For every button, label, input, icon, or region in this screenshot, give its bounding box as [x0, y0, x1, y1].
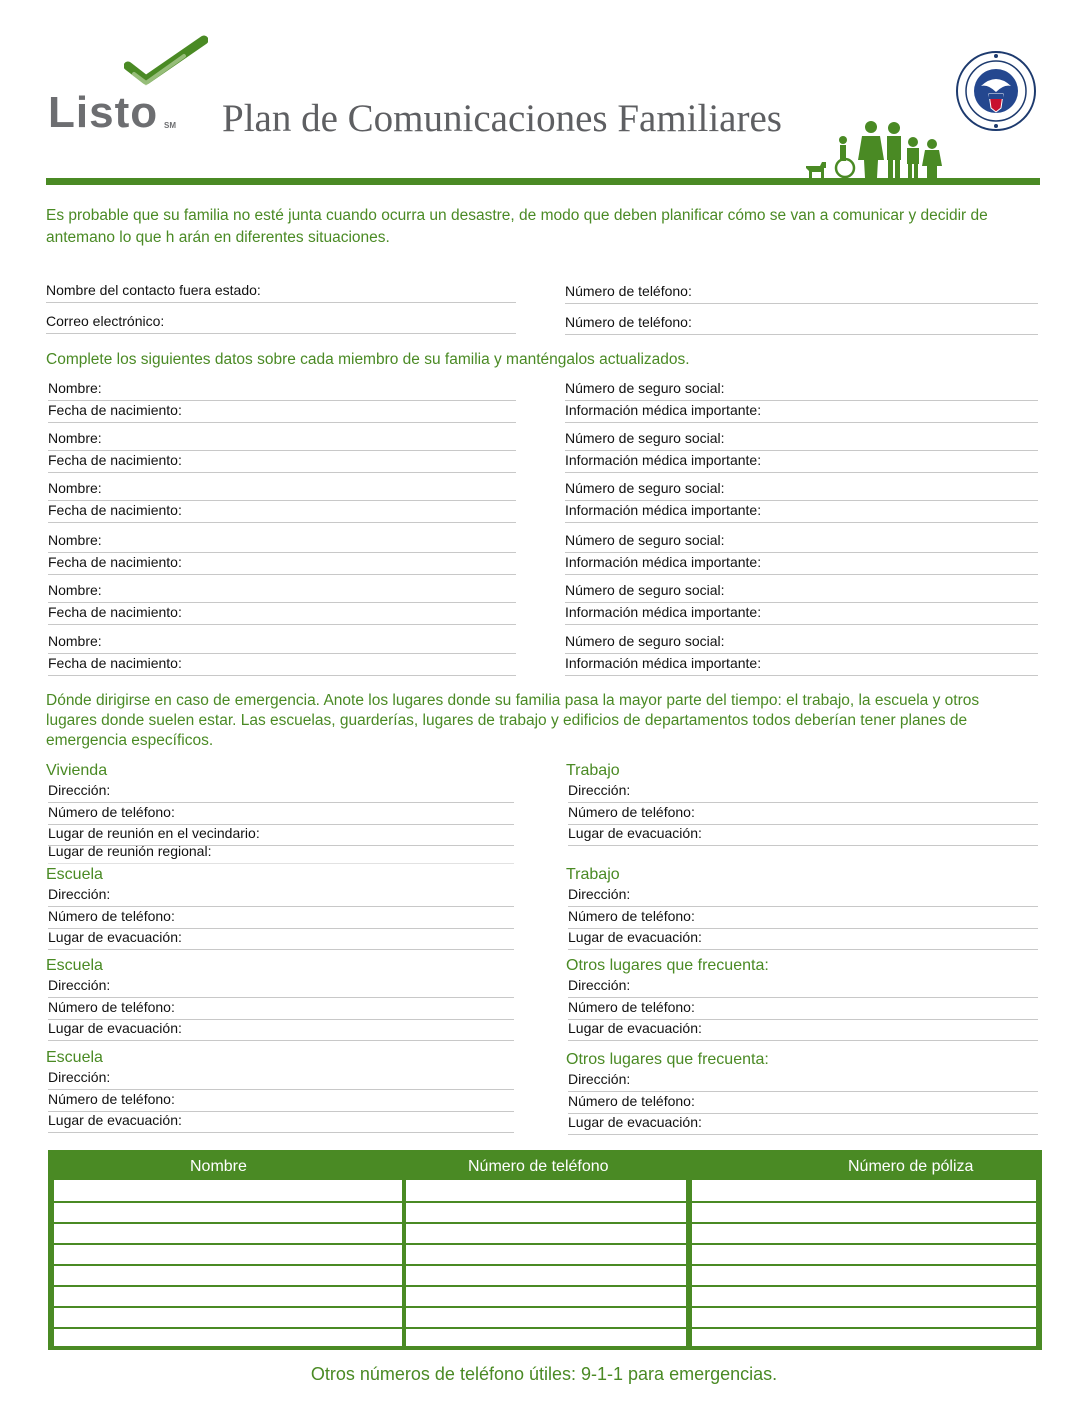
school-phone-field[interactable]: Número de teléfono:	[48, 999, 514, 1020]
place-evacuation-field[interactable]: Lugar de evacuación:	[568, 825, 1038, 846]
out-of-state-contact-field[interactable]: Nombre del contacto fuera estado:	[46, 282, 516, 303]
table-row-line	[54, 1264, 402, 1266]
home-address-field[interactable]: Dirección:	[48, 782, 514, 803]
place-heading: Trabajo	[566, 866, 620, 883]
member-ssn-field[interactable]: Número de seguro social:	[565, 430, 1038, 451]
table-row-line	[406, 1243, 686, 1245]
table-row-line	[406, 1285, 686, 1287]
place-phone-field[interactable]: Número de teléfono:	[568, 999, 1038, 1020]
contact-phone-field[interactable]: Número de teléfono:	[565, 283, 1038, 304]
table-row-line	[54, 1201, 402, 1203]
place-address-field[interactable]: Dirección:	[568, 886, 1038, 907]
member-medical-field[interactable]: Información médica importante:	[565, 502, 1038, 523]
table-row-line	[692, 1285, 1036, 1287]
school-phone-field[interactable]: Número de teléfono:	[48, 1091, 514, 1112]
table-row-line	[54, 1327, 402, 1329]
member-dob-field[interactable]: Fecha de nacimiento:	[48, 502, 516, 523]
school-evacuation-field[interactable]: Lugar de evacuación:	[48, 1112, 514, 1133]
regional-meeting-field[interactable]: Lugar de reunión regional:	[48, 843, 514, 864]
member-name-field[interactable]: Nombre:	[48, 430, 516, 451]
school-heading: Escuela	[46, 866, 103, 883]
members-heading: Complete los siguientes datos sobre cada miembro de su familia y manténgalos actualizados.	[46, 351, 690, 368]
place-phone-field[interactable]: Número de teléfono:	[568, 1093, 1038, 1114]
home-phone-field[interactable]: Número de teléfono:	[48, 804, 514, 825]
school-heading: Escuela	[46, 957, 103, 974]
table-row-line	[54, 1285, 402, 1287]
table-row-line	[692, 1306, 1036, 1308]
member-name-field[interactable]: Nombre:	[48, 582, 516, 603]
member-ssn-field[interactable]: Número de seguro social:	[565, 633, 1038, 654]
intro-text: Es probable que su familia no esté junta cuando ocurra un desastre, de modo que deben planificar cómo se van a comunicar y decidir de antemano lo que h arán en diferentes situaciones.	[46, 207, 988, 246]
school-heading: Escuela	[46, 1049, 103, 1066]
table-header	[50, 1152, 1040, 1180]
place-address-field[interactable]: Dirección:	[568, 977, 1038, 998]
table-col-name[interactable]	[54, 1180, 402, 1346]
table-row-line	[406, 1327, 686, 1329]
place-heading: Otros lugares que frecuenta:	[566, 1051, 769, 1068]
table-row-line	[692, 1327, 1036, 1329]
member-name-field[interactable]: Nombre:	[48, 480, 516, 501]
footer-note: Otros números de teléfono útiles: 9-1-1 para emergencias.	[310, 1364, 778, 1384]
member-dob-field[interactable]: Fecha de nacimiento:	[48, 604, 516, 625]
place-phone-field[interactable]: Número de teléfono:	[568, 908, 1038, 929]
family-silhouettes-icon	[800, 118, 950, 180]
table-row-line	[406, 1264, 686, 1266]
table-row-line	[406, 1306, 686, 1308]
member-dob-field[interactable]: Fecha de nacimiento:	[48, 655, 516, 676]
table-row-line	[692, 1222, 1036, 1224]
member-name-field[interactable]: Nombre:	[48, 633, 516, 654]
member-ssn-field[interactable]: Número de seguro social:	[565, 582, 1038, 603]
school-phone-field[interactable]: Número de teléfono:	[48, 908, 514, 929]
member-name-field[interactable]: Nombre:	[48, 532, 516, 553]
member-dob-field[interactable]: Fecha de nacimiento:	[48, 402, 516, 423]
table-row-line	[54, 1243, 402, 1245]
member-ssn-field[interactable]: Número de seguro social:	[565, 532, 1038, 553]
header-rule	[46, 178, 1040, 185]
member-medical-field[interactable]: Información médica importante:	[565, 655, 1038, 676]
listo-logo-mark: SM	[164, 121, 176, 130]
member-dob-field[interactable]: Fecha de nacimiento:	[48, 554, 516, 575]
insurance-table	[48, 1150, 1042, 1350]
listo-checkmark-icon	[124, 34, 208, 86]
email-field[interactable]: Correo electrónico:	[46, 313, 516, 334]
school-address-field[interactable]: Dirección:	[48, 886, 514, 907]
member-medical-field[interactable]: Información médica importante:	[565, 554, 1038, 575]
table-row-line	[54, 1222, 402, 1224]
listo-logo: Listo	[48, 88, 159, 137]
table-row-line	[692, 1201, 1036, 1203]
table-row-line	[406, 1222, 686, 1224]
col-header-name: Nombre	[190, 1158, 247, 1175]
page-title: Plan de Comunicaciones Familiares	[222, 97, 782, 140]
places-heading: Dónde dirigirse en caso de emergencia. Anote los lugares donde su familia pasa la mayor parte del tiempo: el trabajo, la escuela y otros lugares donde suelen estar. Las escuelas, guarderías, lugares de trabajo y edificios de departamentos todos deberían tener planes de emergencia específicos.	[46, 692, 980, 749]
school-address-field[interactable]: Dirección:	[48, 1069, 514, 1090]
table-col-policy[interactable]	[692, 1180, 1036, 1346]
place-address-field[interactable]: Dirección:	[568, 1071, 1038, 1092]
home-heading: Vivienda	[46, 762, 108, 779]
place-heading: Otros lugares que frecuenta:	[566, 957, 769, 974]
neighborhood-meeting-field[interactable]: Lugar de reunión en el vecindario:	[48, 825, 514, 846]
table-row-line	[54, 1306, 402, 1308]
place-address-field[interactable]: Dirección:	[568, 782, 1038, 803]
school-evacuation-field[interactable]: Lugar de evacuación:	[48, 1020, 514, 1041]
school-address-field[interactable]: Dirección:	[48, 977, 514, 998]
col-header-phone: Número de teléfono	[468, 1158, 609, 1175]
place-evacuation-field[interactable]: Lugar de evacuación:	[568, 1114, 1038, 1135]
place-evacuation-field[interactable]: Lugar de evacuación:	[568, 1020, 1038, 1041]
dhs-seal-icon	[955, 50, 1037, 132]
member-medical-field[interactable]: Información médica importante:	[565, 604, 1038, 625]
member-medical-field[interactable]: Información médica importante:	[565, 402, 1038, 423]
place-evacuation-field[interactable]: Lugar de evacuación:	[568, 929, 1038, 950]
member-dob-field[interactable]: Fecha de nacimiento:	[48, 452, 516, 473]
member-medical-field[interactable]: Información médica importante:	[565, 452, 1038, 473]
table-row-line	[692, 1264, 1036, 1266]
member-ssn-field[interactable]: Número de seguro social:	[565, 380, 1038, 401]
member-name-field[interactable]: Nombre:	[48, 380, 516, 401]
contact-phone-field-2[interactable]: Número de teléfono:	[565, 314, 1038, 335]
place-phone-field[interactable]: Número de teléfono:	[568, 804, 1038, 825]
table-row-line	[406, 1201, 686, 1203]
school-evacuation-field[interactable]: Lugar de evacuación:	[48, 929, 514, 950]
member-ssn-field[interactable]: Número de seguro social:	[565, 480, 1038, 501]
table-col-phone[interactable]	[406, 1180, 686, 1346]
col-header-policy: Número de póliza	[848, 1158, 974, 1175]
table-row-line	[692, 1243, 1036, 1245]
place-heading: Trabajo	[566, 762, 620, 779]
